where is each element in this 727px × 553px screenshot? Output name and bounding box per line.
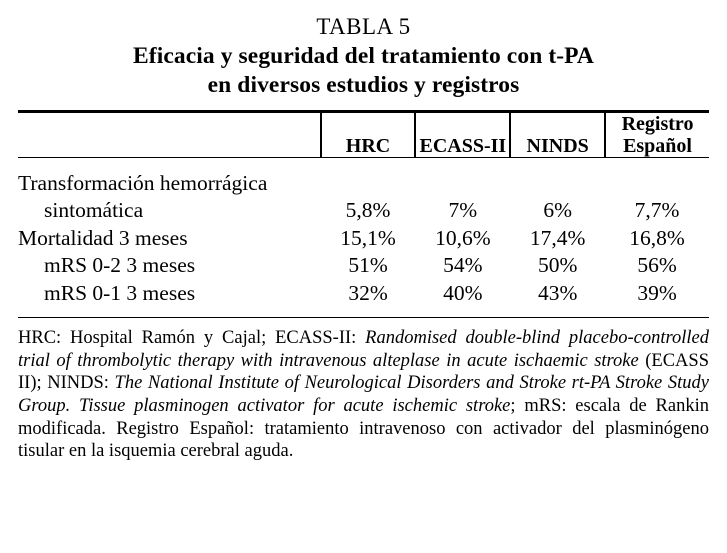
table-bottom-rule	[18, 317, 709, 318]
cell-sintomatica-hrc: 5,8%	[345, 198, 391, 223]
table-row	[18, 252, 709, 280]
table-header-ninds: NINDS	[510, 113, 605, 157]
cell-mrs02-ecass2: 54%	[443, 253, 483, 278]
cell-mrs02-ninds: 50%	[537, 253, 578, 278]
table-header-registro-line-1: Registro	[621, 112, 694, 135]
title-block	[18, 14, 709, 100]
data-table-body	[18, 158, 709, 308]
row-label-transformacion-hemorragica: Transformación hemorrágica	[18, 170, 268, 195]
row-label-mrs-0-1: mRS 0-1 3 meses	[44, 280, 196, 305]
cell-sintomatica-registro: 7,7%	[634, 198, 680, 223]
cell-sintomatica-ecass2: 7%	[448, 198, 478, 223]
cell-mrs02-hrc: 51%	[348, 253, 388, 278]
footnote-part-3: ; mRS: escala de Rankin modificada. Registro Español: tratamiento intravenoso con activador del plasminógeno tisular en la isquemia cerebral aguda.	[18, 396, 709, 462]
footnote-part-1: HRC: Hospital Ramón y Cajal; ECASS-II:	[18, 328, 366, 349]
table-header-row	[18, 113, 709, 157]
table-header-blank	[18, 113, 321, 157]
cell-mrs01-ecass2: 40%	[443, 280, 483, 305]
table-number: TABLA 5	[316, 14, 411, 39]
cell-mrs01-ninds: 43%	[537, 280, 578, 305]
footnote-italic-1: Randomised double-blind placebo-controlled trial of thrombolytic therapy with intravenous alteplase in acute ischaemic stroke	[18, 328, 709, 371]
cell-mrs01-registro: 39%	[637, 280, 677, 305]
table-row	[18, 197, 709, 225]
table-header-ecass2: ECASS-II	[415, 113, 510, 157]
table-body-spacer	[18, 158, 709, 170]
data-table-wrapper	[18, 113, 709, 157]
table-header-registro-line-2: Español	[623, 134, 692, 157]
table-row	[18, 170, 709, 198]
cell-mortalidad-ecass2: 10,6%	[435, 225, 491, 250]
row-label-mrs-0-2: mRS 0-2 3 meses	[44, 253, 196, 278]
cell-mortalidad-ninds: 17,4%	[529, 225, 586, 250]
cell-mrs02-registro: 56%	[637, 253, 677, 278]
row-label-sintomatica: sintomática	[44, 198, 144, 223]
cell-mortalidad-registro: 16,8%	[629, 225, 685, 250]
cell-mortalidad-hrc: 15,1%	[340, 225, 396, 250]
page-title-line-1: Eficacia y seguridad del tratamiento con t-PA	[133, 43, 594, 70]
page-title	[18, 42, 709, 99]
data-table	[18, 113, 709, 157]
cell-sintomatica-ninds: 6%	[543, 198, 572, 223]
table-header-registro-espanol	[605, 113, 709, 157]
table-header-hrc: HRC	[321, 113, 416, 157]
table-row	[18, 225, 709, 253]
table-footnote	[18, 327, 709, 462]
table-row	[18, 280, 709, 308]
page-title-line-2: en diversos estudios y registros	[207, 72, 520, 99]
row-label-mortalidad-3-meses: Mortalidad 3 meses	[18, 225, 188, 250]
footnote-part-2: (ECASS II); NINDS:	[18, 350, 709, 394]
footnote-italic-2: The National Institute of Neurological Disorders and Stroke rt-PA Stroke Study Group. Tissue plasminogen activator for acute ischemic stroke	[18, 373, 709, 417]
cell-mrs01-hrc: 32%	[348, 280, 388, 305]
